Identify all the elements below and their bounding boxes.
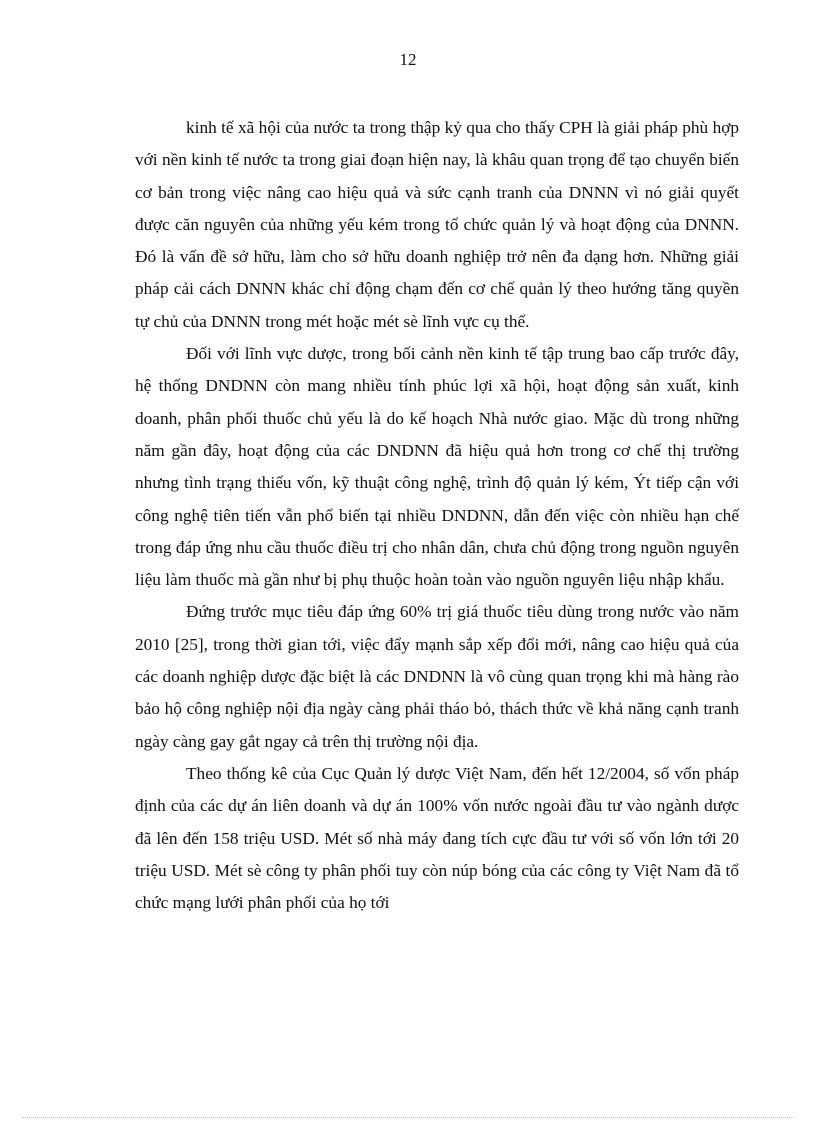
paragraph-3: Đứng trước mục tiêu đáp ứng 60% trị giá thuốc tiêu dùng trong nước vào năm 2010 [25], trong thời gian tới, việc đẩy mạnh sắp xếp đổi mới, nâng cao hiệu quả của các doanh nghiệp dược đặc biệt là các DNDNN là vô cùng quan trọng khi mà hàng rào bảo hộ công nghiệp nội địa ngày càng phải tháo bỏ, thách thức về khả năng cạnh tranh ngày càng gay gắt ngay cả trên thị trường nội địa. [135,602,739,751]
body-text [135,112,739,919]
page-number: 12 [399,50,417,69]
paragraph-2: Đối với lĩnh vực dược, trong bối cảnh nền kinh tế tập trung bao cấp trước đây, hệ thống DNDNN còn mang nhiều tính phúc lợi xã hội, hoạt động sản xuất, kinh doanh, phân phối thuốc chủ yếu là do kế hoạch Nhà nước giao. Mặc dù trong những năm gần đây, hoạt động của các DNDNN đã hiệu quả hơn trong cơ chế thị trường nhưng tình trạng thiếu vốn, kỹ thuật công nghệ, trình độ quản lý kém, Ýt tiếp cận với công nghệ tiên tiến vẫn phổ biến tại nhiều DNDNN, dẫn đến việc còn nhiều hạn chế trong đáp ứng nhu cầu thuốc điều trị cho nhân dân, chưa chủ động trong nguồn nguyên liệu làm thuốc mà gần như bị phụ thuộc hoàn toàn vào nguồn nguyên liệu nhập khẩu. [135,344,739,590]
paragraph-1: kinh tế xã hội của nước ta trong thập kỷ qua cho thấy CPH là giải pháp phù hợp với nền kinh tế nước ta trong giai đoạn hiện nay, là khâu quan trọng để tạo chuyển biến cơ bản trong việc nâng cao hiệu quả và sức cạnh tranh của DNNN vì nó giải quyết được căn nguyên của những yếu kém trong tổ chức quản lý và hoạt động của DNNN. Đó là vấn đề sở hữu, làm cho sở hữu doanh nghiệp trở nên đa dạng hơn. Những giải pháp cải cách DNNN khác chỉ động chạm đến cơ chế quản lý theo hướng tăng quyền tự chủ của DNNN trong mét hoặc mét sè lĩnh vực cụ thể. [135,118,739,331]
paragraph-4: Theo thống kê của Cục Quản lý dược Việt Nam, đến hết 12/2004, số vốn pháp định của các dự án liên doanh và dự án 100% vốn nước ngoài đầu tư vào ngành dược đã lên đến 158 triệu USD. Mét số nhà máy đang tích cực đầu tư với số vốn lớn tới 20 triệu USD. Mét sè công ty phân phối tuy còn núp bóng của các công ty Việt Nam đã tổ chức mạng lưới phân phối của họ tới [135,763,739,913]
page-bottom-border [22,1117,794,1118]
